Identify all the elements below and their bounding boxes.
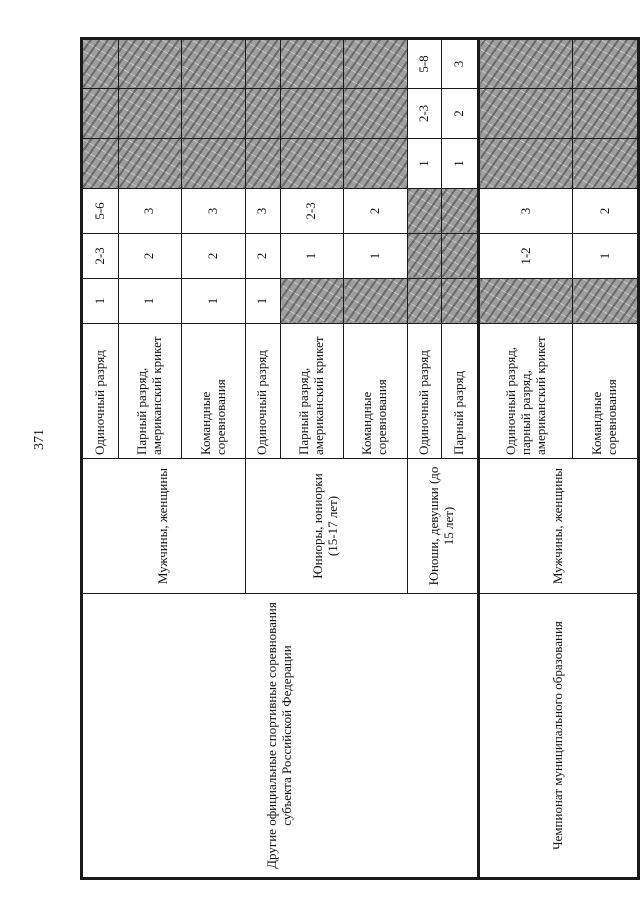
place-cell: 2-3 — [82, 234, 119, 279]
shaded-cell — [182, 39, 246, 89]
place-cell: 1 — [280, 234, 344, 279]
discipline-cell: Командные соревнования — [344, 324, 408, 459]
shaded-cell — [442, 234, 479, 279]
table-row — [479, 39, 573, 879]
place-cell: 1 — [182, 279, 246, 324]
shaded-cell — [479, 89, 573, 139]
shaded-cell — [118, 39, 182, 89]
shaded-cell — [573, 89, 639, 139]
shaded-cell — [407, 189, 442, 234]
place-cell: 5-6 — [82, 189, 119, 234]
place-cell: 1 — [344, 234, 408, 279]
place-cell: 2-3 — [407, 89, 442, 139]
shaded-cell — [280, 279, 344, 324]
shaded-cell — [573, 139, 639, 189]
age-group-cell: Юноши, девушки (до 15 лет) — [407, 459, 478, 594]
shaded-cell — [280, 39, 344, 89]
place-cell: 2-3 — [280, 189, 344, 234]
shaded-cell — [407, 234, 442, 279]
shaded-cell — [182, 139, 246, 189]
place-cell: 5-8 — [407, 39, 442, 89]
place-cell: 3 — [479, 189, 573, 234]
age-group-cell: Мужчины, женщины — [479, 459, 639, 594]
discipline-cell: Командные соревнования — [573, 324, 639, 459]
shaded-cell — [118, 89, 182, 139]
discipline-cell: Одиночный разряд — [407, 324, 442, 459]
place-cell: 1 — [82, 279, 119, 324]
place-cell: 2 — [182, 234, 246, 279]
ranking-table — [80, 37, 640, 880]
shaded-cell — [280, 139, 344, 189]
rotated-table-container — [80, 40, 640, 880]
place-cell: 2 — [118, 234, 182, 279]
place-cell: 2 — [344, 189, 408, 234]
age-group-cell: Юниоры, юниорки (15-17 лет) — [245, 459, 407, 594]
place-cell: 1 — [407, 139, 442, 189]
shaded-cell — [82, 39, 119, 89]
shaded-cell — [245, 89, 280, 139]
discipline-cell: Парный разряд — [442, 324, 479, 459]
discipline-cell: Парный разряд, американский крикет — [118, 324, 182, 459]
shaded-cell — [407, 279, 442, 324]
discipline-cell: Одиночный разряд, парный разряд, американский крикет — [479, 324, 573, 459]
shaded-cell — [573, 39, 639, 89]
place-cell: 2 — [573, 189, 639, 234]
competition-cell: Чемпионат муниципального образования — [479, 594, 639, 879]
place-cell: 2 — [245, 234, 280, 279]
shaded-cell — [344, 279, 408, 324]
shaded-cell — [442, 189, 479, 234]
discipline-cell: Парный разряд, американский крикет — [280, 324, 344, 459]
shaded-cell — [344, 39, 408, 89]
shaded-cell — [344, 89, 408, 139]
discipline-cell: Одиночный разряд — [245, 324, 280, 459]
place-cell: 1 — [245, 279, 280, 324]
shaded-cell — [344, 139, 408, 189]
place-cell: 1 — [573, 234, 639, 279]
discipline-cell: Одиночный разряд — [82, 324, 119, 459]
shaded-cell — [182, 89, 246, 139]
place-cell: 3 — [182, 189, 246, 234]
table-row — [82, 39, 119, 879]
shaded-cell — [245, 39, 280, 89]
shaded-cell — [442, 279, 479, 324]
shaded-cell — [245, 139, 280, 189]
place-cell: 3 — [442, 39, 479, 89]
place-cell: 1 — [118, 279, 182, 324]
discipline-cell: Командные соревнования — [182, 324, 246, 459]
shaded-cell — [118, 139, 182, 189]
age-group-cell: Мужчины, женщины — [82, 459, 246, 594]
shaded-cell — [479, 39, 573, 89]
shaded-cell — [280, 89, 344, 139]
competition-cell: Другие официальные спортивные соревнования субъекта Российской Федерации — [82, 594, 479, 879]
place-cell: 2 — [442, 89, 479, 139]
shaded-cell — [479, 139, 573, 189]
shaded-cell — [82, 89, 119, 139]
shaded-cell — [479, 279, 573, 324]
place-cell: 1 — [442, 139, 479, 189]
page-number: 371 — [32, 429, 47, 450]
place-cell: 3 — [118, 189, 182, 234]
shaded-cell — [573, 279, 639, 324]
shaded-cell — [82, 139, 119, 189]
place-cell: 1-2 — [479, 234, 573, 279]
place-cell: 3 — [245, 189, 280, 234]
